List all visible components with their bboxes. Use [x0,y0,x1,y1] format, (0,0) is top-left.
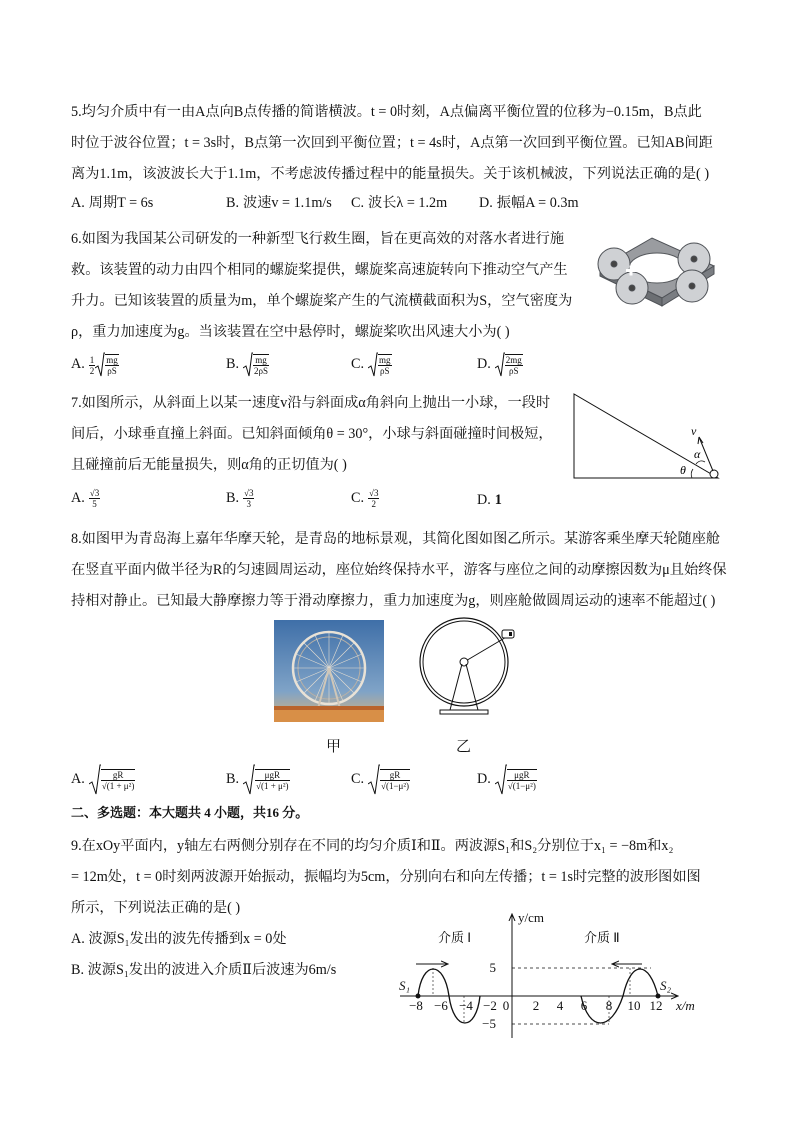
q9-option-b[interactable]: B. 波源S₁发出的波进入介质Ⅱ后波速为6m/s [71,962,337,978]
x-tick-neg8: −8 [409,998,423,1013]
q8-options [71,764,731,794]
q7-option-a[interactable]: A. $\frac{√3}{5}$ [71,488,100,509]
sqrt-icon [89,764,101,796]
q6-line-4: ρ，重力加速度为g。当该装置在空中悬停时，螺旋桨吹出风速大小为( ) [71,324,510,340]
q5-option-d[interactable]: D. 振幅A = 0.3m [479,195,579,211]
sqrt-icon [495,352,505,378]
q8-option-a[interactable]: A. $\frac{gR}{\text{√(1 + μ²)}}$ [71,764,135,796]
q6-line-1: 6.如图为我国某公司研发的一种新型飞行救生圈，旨在更高效的对落水者进行施 [71,231,565,247]
q7-line-1: 7.如图所示，从斜面上以某一速度v沿与斜面成α角斜向上抛出一小球，一段时 [71,395,551,411]
q5-options [71,192,731,222]
q7-line-3: 且碰撞前后无能量损失，则α角的正切值为( ) [71,457,347,473]
source-s1-label: S₁ [399,978,411,993]
q7-options [71,488,731,518]
sqrt-icon [243,352,253,378]
question-8 [71,524,727,617]
y-tick-5: 5 [489,960,496,975]
q9-line-2: = 12m处，t = 0时刻两波源开始振动，振幅均为5cm，分别向右和向左传播；t = 1s时完整的波形图如图 [71,869,701,885]
x-axis-label: x/m [676,998,695,1013]
q7-line-2: 间后，小球垂直撞上斜面。已知斜面倾角θ = 30°，小球与斜面碰撞时间极短， [71,426,553,442]
alpha-label: α [694,447,701,461]
q7-option-d[interactable]: D. 1 [477,492,502,508]
x-tick-6: 6 [580,998,588,1013]
q5-option-a[interactable]: A. 周期T = 6s [71,195,154,211]
x-tick-12: 12 [649,998,663,1013]
q6-options [71,352,731,382]
figure-caption-yi: 乙 [456,739,472,755]
x-tick-neg2: −2 [483,998,497,1013]
sqrt-icon [95,352,105,378]
medium-1-label: 介质 Ⅰ [438,930,472,945]
q6-line-3: 升力。已知该装置的质量为m，单个螺旋桨产生的气流横截面积为S，空气密度为 [71,293,573,309]
q8-option-d[interactable]: D. $\frac{\text{μgR}}{\text{√(1−μ²)}}$ [477,764,537,796]
incline-figure [572,392,724,482]
q9-options [71,924,391,986]
q9-option-a[interactable]: A. 波源S₁发出的波先传播到x = 0处 [71,931,287,947]
q6-option-d[interactable]: D. $\frac{2mg}{\rho S}$ [477,352,523,378]
ferris-wheel-diagram [418,614,518,726]
q5-line-1: 5.均匀介质中有一由A点向B点传播的简谐横波。t = 0时刻，A点偏离平衡位置的位移为−0.15m，B点此 [71,104,702,120]
ferris-wheel-photo [274,620,384,722]
theta-label: θ [680,463,686,477]
q8-line-3: 持相对静止。已知最大静摩擦力等于滑动摩擦力，重力加速度为g，则座舱做圆周运动的速率不能超过( ) [71,593,716,609]
q6-option-a[interactable]: A. $\frac{1}{2}$ $\frac{mg}{\rho S}$ [71,352,119,378]
x-tick-2: 2 [532,998,540,1013]
sqrt-icon [495,764,507,796]
x-tick-8: 8 [605,998,613,1013]
section-2-title: 二、多选题：本大题共 4 小题，共16 分。 [71,805,309,820]
medium-2-label: 介质 Ⅱ [584,930,620,945]
q6-line-2: 救。该装置的动力由四个相同的螺旋桨提供，螺旋桨高速旋转向下推动空气产生 [71,262,568,278]
wave-graph [396,910,716,1042]
q5-option-b[interactable]: B. 波速v = 1.1m/s [226,195,332,211]
x-tick-0: 0 [502,998,510,1013]
x-tick-4: 4 [556,998,564,1013]
q6-option-b[interactable]: B. $\frac{mg}{2\rho S}$ [226,352,269,378]
x-tick-neg4: −4 [459,998,473,1013]
q5-line-2: 时位于波谷位置；t = 3s时，B点第一次回到平衡位置；t = 4s时，A点第一次回到平衡位置。已知AB间距 [71,135,713,151]
q8-option-c[interactable]: C. $\frac{gR}{\text{√(1−μ²)}}$ [351,764,410,796]
x-tick-neg6: −6 [434,998,448,1013]
q8-line-2: 在竖直平面内做半径为R的匀速圆周运动，座位始终保持水平，游客与座位之间的动摩擦因数为μ且始终保 [71,562,727,578]
q6-option-c[interactable]: C. $\frac{mg}{\rho S}$ [351,352,392,378]
sqrt-icon [368,764,380,796]
q5-option-c[interactable]: C. 波长λ = 1.2m [351,195,448,211]
q9-line-3: 所示，下列说法正确的是( ) [71,900,241,916]
figure-caption-jia: 甲 [326,739,342,755]
q7-option-c[interactable]: C. $\frac{√3}{2}$ [351,488,379,509]
rescue-ring-drone-image [590,226,724,318]
y-tick-neg5: −5 [482,1016,496,1031]
y-axis-label: y/cm [518,910,544,925]
question-6 [71,224,581,348]
sqrt-icon [243,764,255,796]
q5-line-3: 离为1.1m，该波波长大于1.1m，不考虑波传播过程中的能量损失。关于该机械波，下列说法正确的是( ) [71,166,710,182]
question-5 [71,97,723,190]
q8-line-1: 8.如图甲为青岛海上嘉年华摩天轮，是青岛的地标景观，其简化图如图乙所示。某游客乘坐摩天轮随座舱 [71,531,721,547]
q7-option-b[interactable]: B. $\frac{√3}{3}$ [226,488,254,509]
q9-line-1: 9.在xOy平面内，y轴左右两侧分别存在不同的均匀介质Ⅰ和Ⅱ。两波源S₁和S₂分别位于x₁ = −8m和x₂ [71,838,674,854]
q6-a-coef: $\frac{1}{2}$ [89,354,95,376]
x-tick-10: 10 [627,998,641,1013]
q8-option-b[interactable]: B. $\frac{\text{μgR}}{\text{√(1 + μ²)}}$ [226,764,290,796]
velocity-label: v [691,424,697,438]
sqrt-icon [368,352,378,378]
question-7 [71,388,561,481]
source-s2-label: S₂ [660,978,672,993]
